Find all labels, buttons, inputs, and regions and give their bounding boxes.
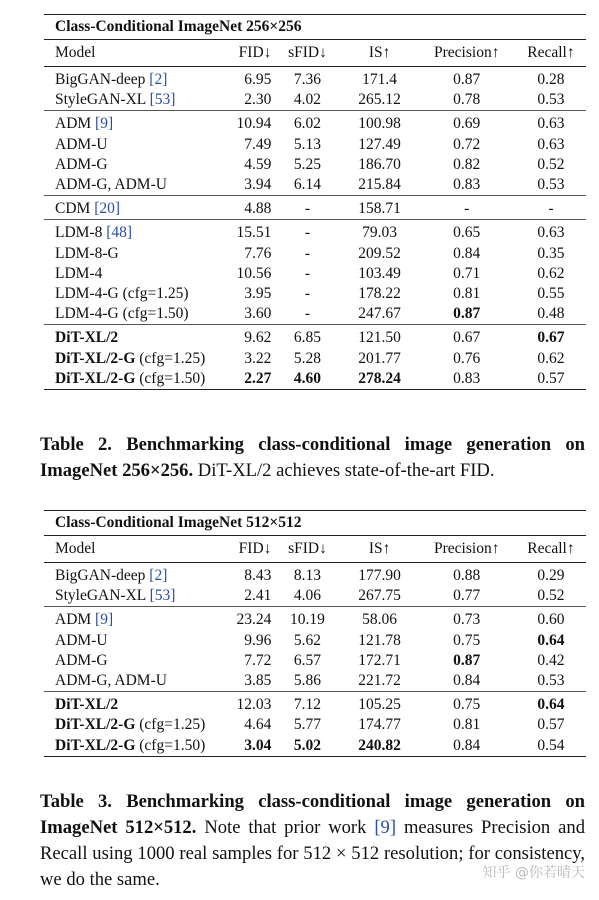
rec-cell: 0.53 [537, 91, 565, 109]
fid-cell: 15.51 [215, 220, 273, 244]
model-cell: LDM-4-G (cfg=1.25) [55, 284, 189, 302]
prec-cell: 0.88 [453, 567, 481, 585]
citation-link[interactable]: [9] [374, 817, 397, 838]
sfid-cell: - [304, 264, 311, 282]
caption-text: DiT-XL/2 achieves state-of-the-art FID. [197, 460, 495, 481]
model-cell: BigGAN-deep [2] [55, 71, 168, 89]
sfid-cell: 7.36 [293, 71, 322, 89]
model-cell: DiT-XL/2-G (cfg=1.25) [55, 349, 206, 367]
rec-cell: 0.62 [537, 349, 565, 367]
fid-cell: 7.72 [244, 651, 272, 669]
rec-cell: 0.54 [516, 736, 586, 757]
is-cell: 209.52 [358, 244, 401, 262]
caption-text: Note that prior work [204, 817, 375, 838]
column-header: FID↓ [215, 536, 273, 563]
table-row [44, 563, 586, 587]
table-2-caption [40, 432, 585, 484]
table-row [44, 671, 586, 692]
fid-cell: 7.76 [244, 244, 272, 262]
fid-cell: 3.22 [244, 349, 272, 367]
column-header: IS↑ [342, 40, 418, 67]
fid-cell: 12.03 [215, 692, 273, 716]
is-cell: 247.67 [358, 305, 401, 323]
sfid-cell: - [304, 284, 311, 302]
model-cell: LDM-8 [48] [44, 220, 215, 244]
model-cell: ADM [9] [44, 111, 215, 135]
prec-cell: 0.83 [418, 369, 516, 390]
model-cell: CDM [20] [44, 196, 215, 220]
model-cell: DiT-XL/2-G (cfg=1.50) [44, 369, 215, 390]
prec-cell: 0.87 [453, 651, 481, 669]
is-cell: 177.90 [358, 567, 401, 585]
rec-cell: 0.63 [516, 220, 586, 244]
prec-cell: 0.78 [453, 91, 481, 109]
prec-cell: 0.81 [453, 284, 481, 302]
prec-cell: 0.83 [453, 176, 481, 194]
is-cell: 121.50 [342, 325, 418, 349]
table-row [44, 284, 586, 304]
rec-cell: 0.60 [516, 607, 586, 631]
table-imagenet-256 [44, 14, 586, 390]
is-cell: 172.71 [358, 651, 401, 669]
rec-cell: 0.42 [537, 651, 565, 669]
table-row [44, 692, 586, 716]
rec-cell: - [516, 196, 586, 220]
table-row [44, 175, 586, 196]
column-header: Precision↑ [418, 536, 516, 563]
is-cell: 103.49 [358, 264, 401, 282]
fid-cell: 3.95 [244, 284, 272, 302]
model-cell: ADM-G, ADM-U [55, 672, 167, 690]
model-cell: LDM-8-G [55, 244, 119, 262]
table-title-row [44, 15, 586, 40]
rec-cell: 0.57 [516, 369, 586, 390]
model-cell: BigGAN-deep [2] [55, 567, 168, 585]
sfid-cell: 10.19 [273, 607, 341, 631]
is-cell: 186.70 [358, 155, 401, 173]
model-cell: DiT-XL/2-G (cfg=1.25) [55, 716, 206, 734]
prec-cell: - [418, 196, 516, 220]
model-cell: ADM-G [55, 155, 108, 173]
is-cell: 201.77 [358, 349, 401, 367]
model-cell: ADM-U [55, 631, 108, 649]
rec-cell: 0.57 [537, 716, 565, 734]
is-cell: 240.82 [342, 736, 418, 757]
fid-cell: 3.60 [244, 305, 272, 323]
fid-cell: 4.88 [215, 196, 273, 220]
fid-cell: 4.59 [244, 155, 272, 173]
table-row [44, 90, 586, 111]
sfid-cell: 6.14 [293, 176, 322, 194]
table-row [44, 631, 586, 651]
model-cell: DiT-XL/2-G (cfg=1.50) [44, 736, 215, 757]
is-cell: 171.4 [362, 71, 398, 89]
caption-bold-title: Benchmarking class-conditional image generation on ImageNet 256×256. [40, 434, 585, 481]
is-cell: 105.25 [342, 692, 418, 716]
is-cell: 127.49 [358, 135, 401, 153]
fid-cell: 23.24 [215, 607, 273, 631]
column-header: IS↑ [342, 536, 418, 563]
table-row [44, 325, 586, 349]
rec-cell: 0.48 [537, 305, 565, 323]
rec-cell: 0.55 [537, 284, 565, 302]
watermark: 知乎 @你若晴天 [482, 865, 585, 881]
prec-cell: 0.75 [418, 692, 516, 716]
is-cell: 265.12 [358, 91, 401, 109]
sfid-cell: 7.12 [273, 692, 341, 716]
model-cell: StyleGAN-XL [53] [55, 91, 176, 109]
rec-cell: 0.62 [537, 264, 565, 282]
prec-cell: 0.84 [418, 736, 516, 757]
is-cell: 221.72 [358, 672, 401, 690]
citation-link[interactable]: [53] [149, 91, 176, 109]
is-cell: 100.98 [342, 111, 418, 135]
prec-cell: 0.77 [453, 587, 481, 605]
fid-cell: 8.43 [244, 567, 272, 585]
citation-link[interactable]: [9] [95, 115, 114, 133]
table-row [44, 348, 586, 368]
caption-text: measures Precision and Recall using 1000 real samples for 512 × 512 resolution; for consistency, we do the same. [40, 817, 585, 890]
table-row [44, 155, 586, 175]
column-header: sFID↓ [273, 40, 341, 67]
prec-cell: 0.71 [453, 264, 481, 282]
model-cell: ADM [9] [44, 607, 215, 631]
is-cell: 215.84 [358, 176, 401, 194]
rec-cell: 0.35 [537, 244, 565, 262]
sfid-cell: 6.85 [273, 325, 341, 349]
is-cell: 121.78 [358, 631, 401, 649]
is-cell: 174.77 [358, 716, 401, 734]
prec-cell: 0.81 [453, 716, 481, 734]
fid-cell: 3.94 [244, 176, 272, 194]
citation-link[interactable]: [9] [95, 611, 114, 629]
sfid-cell: 5.28 [293, 349, 322, 367]
column-header: Recall↑ [516, 40, 586, 67]
rec-cell: 0.64 [537, 631, 565, 649]
table-title: Class-Conditional ImageNet 512×512 [44, 511, 586, 536]
column-header: Model [44, 536, 215, 563]
rec-cell: 0.52 [537, 155, 565, 173]
sfid-cell: 5.02 [273, 736, 341, 757]
rec-cell: 0.53 [537, 176, 565, 194]
prec-cell: 0.84 [453, 244, 481, 262]
citation-link[interactable]: [53] [149, 587, 176, 605]
prec-cell: 0.82 [453, 155, 481, 173]
sfid-cell: 4.02 [293, 91, 322, 109]
citation-link[interactable]: [2] [149, 71, 168, 89]
sfid-cell: 6.02 [273, 111, 341, 135]
citation-link[interactable]: [20] [94, 200, 121, 218]
table-header-row [44, 40, 586, 67]
is-cell: 278.24 [342, 369, 418, 390]
is-cell: 58.06 [342, 607, 418, 631]
fid-cell: 4.64 [244, 716, 272, 734]
prec-cell: 0.72 [453, 135, 481, 153]
column-header: FID↓ [215, 40, 273, 67]
rec-cell: 0.28 [537, 71, 565, 89]
table-row [44, 264, 586, 284]
sfid-cell: 5.13 [293, 135, 322, 153]
sfid-cell: - [273, 196, 341, 220]
table-row [44, 111, 586, 135]
is-cell: 79.03 [342, 220, 418, 244]
sfid-cell: 6.57 [293, 651, 322, 669]
table-row [44, 220, 586, 244]
is-cell: 178.22 [358, 284, 401, 302]
model-cell: DiT-XL/2 [44, 692, 215, 716]
table-title-row [44, 511, 586, 536]
fid-cell: 7.49 [244, 135, 272, 153]
sfid-cell: 5.62 [293, 631, 322, 649]
fid-cell: 9.96 [244, 631, 272, 649]
is-cell: 158.71 [342, 196, 418, 220]
column-header: sFID↓ [273, 536, 341, 563]
fid-cell: 2.41 [244, 587, 272, 605]
table-row [44, 67, 586, 91]
sfid-cell: 8.13 [293, 567, 322, 585]
prec-cell: 0.75 [453, 631, 481, 649]
table-row [44, 304, 586, 325]
rec-cell: 0.52 [537, 587, 565, 605]
table-row [44, 196, 586, 220]
sfid-cell: 5.25 [293, 155, 322, 173]
results-table-256 [44, 14, 586, 390]
sfid-cell: 4.60 [273, 369, 341, 390]
table-row [44, 135, 586, 155]
prec-cell: 0.69 [418, 111, 516, 135]
is-cell: 267.75 [358, 587, 401, 605]
fid-cell: 3.85 [244, 672, 272, 690]
column-header: Precision↑ [418, 40, 516, 67]
citation-link[interactable]: [48] [106, 224, 133, 242]
fid-cell: 2.30 [244, 91, 272, 109]
fid-cell: 10.94 [215, 111, 273, 135]
table-row [44, 607, 586, 631]
model-cell: ADM-G [55, 651, 108, 669]
table-row [44, 586, 586, 607]
results-table-512 [44, 510, 586, 757]
fid-cell: 6.95 [244, 71, 272, 89]
model-cell: ADM-U [55, 135, 108, 153]
rec-cell: 0.67 [516, 325, 586, 349]
model-cell: DiT-XL/2 [44, 325, 215, 349]
caption-label: Table 3. [40, 791, 112, 812]
caption-bold-title: Benchmarking class-conditional image generation on ImageNet 512×512. [40, 791, 585, 838]
model-cell: LDM-4-G (cfg=1.50) [55, 305, 189, 323]
fid-cell: 2.27 [215, 369, 273, 390]
table-row [44, 736, 586, 757]
model-cell: StyleGAN-XL [53] [55, 587, 176, 605]
fid-cell: 9.62 [215, 325, 273, 349]
rec-cell: 0.29 [537, 567, 565, 585]
table-header-row [44, 536, 586, 563]
prec-cell: 0.76 [453, 349, 481, 367]
prec-cell: 0.73 [418, 607, 516, 631]
rec-cell: 0.64 [516, 692, 586, 716]
sfid-cell: 4.06 [293, 587, 322, 605]
sfid-cell: - [273, 220, 341, 244]
model-cell: LDM-4 [55, 264, 103, 282]
sfid-cell: 5.86 [293, 672, 322, 690]
table-row [44, 369, 586, 390]
prec-cell: 0.84 [453, 672, 481, 690]
table-title: Class-Conditional ImageNet 256×256 [44, 15, 586, 40]
sfid-cell: - [304, 244, 311, 262]
table-row [44, 651, 586, 671]
column-header: Model [44, 40, 215, 67]
fid-cell: 10.56 [236, 264, 272, 282]
table-row [44, 715, 586, 735]
fid-cell: 3.04 [215, 736, 273, 757]
sfid-cell: - [304, 305, 311, 323]
prec-cell: 0.65 [418, 220, 516, 244]
table-imagenet-512 [44, 510, 586, 757]
prec-cell: 0.87 [453, 305, 481, 323]
prec-cell: 0.87 [453, 71, 481, 89]
citation-link[interactable]: [2] [149, 567, 168, 585]
model-cell: ADM-G, ADM-U [55, 176, 167, 194]
column-header: Recall↑ [516, 536, 586, 563]
rec-cell: 0.63 [537, 135, 565, 153]
caption-label: Table 2. [40, 434, 112, 455]
table-row [44, 244, 586, 264]
rec-cell: 0.53 [537, 672, 565, 690]
sfid-cell: 5.77 [293, 716, 322, 734]
prec-cell: 0.67 [418, 325, 516, 349]
rec-cell: 0.63 [516, 111, 586, 135]
